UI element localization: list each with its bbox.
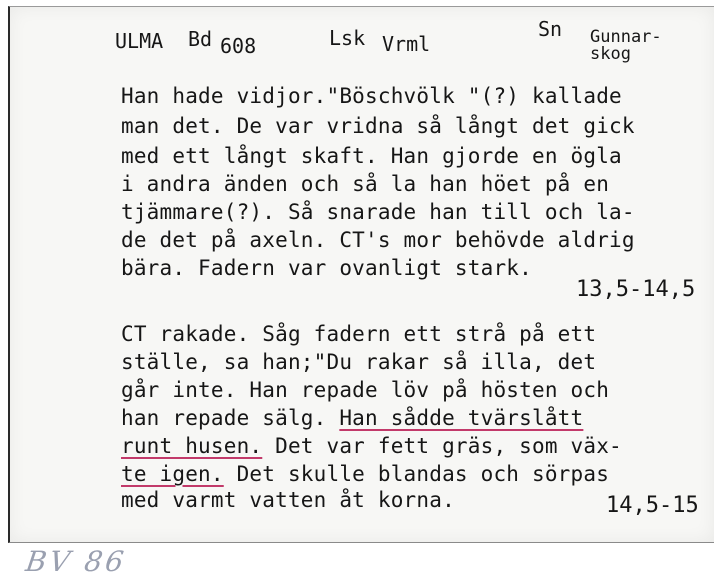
bd-label: Bd bbox=[188, 27, 213, 51]
text-line: går inte. Han repade löv på hösten och bbox=[121, 378, 610, 402]
sn-value-line1: Gunnar- bbox=[590, 27, 662, 47]
text-line: man det. De var vridna så långt det gick bbox=[121, 114, 635, 138]
lsk-value: Vrml bbox=[382, 32, 431, 56]
text-line: bära. Fadern var ovanligt stark. bbox=[121, 256, 532, 280]
text-line: tjämmare(?). Så snarade han till och la- bbox=[121, 200, 635, 224]
text-line: med varmt vatten åt korna. bbox=[121, 488, 455, 512]
page-reference: 13,5-14,5 bbox=[576, 277, 696, 302]
text-line: i andra änden och så la han höet på en bbox=[121, 172, 610, 196]
text-line: med ett långt skaft. Han gjorde en ögla bbox=[121, 144, 622, 168]
lsk-label: Lsk bbox=[329, 26, 366, 50]
bd-number: 608 bbox=[220, 34, 257, 58]
text-line bbox=[121, 434, 622, 458]
sn-label: Sn bbox=[538, 17, 563, 41]
underlined-text: runt husen. bbox=[121, 434, 263, 458]
archive-label: ULMA bbox=[115, 29, 164, 53]
underlined-text: Han sådde tvärslått bbox=[339, 406, 584, 430]
text-line bbox=[121, 406, 583, 430]
text-line bbox=[121, 462, 609, 486]
underlined-text: te igen. bbox=[121, 462, 224, 486]
page-reference: 14,5-15 bbox=[606, 493, 699, 518]
text-line: de det på axeln. CT's mor behövde aldrig bbox=[121, 228, 635, 252]
text-line: CT rakade. Såg fadern ett strå på ett bbox=[121, 322, 597, 346]
text-segment: Det skulle blandas och sörpas bbox=[223, 462, 610, 486]
text-segment: Det var fett gräs, som väx- bbox=[262, 434, 622, 458]
text-line: Han hade vidjor."Böschvölk "(?) kallade bbox=[121, 84, 622, 108]
handwritten-margin-note: BV 86 bbox=[23, 545, 129, 578]
sn-value-line2: skog bbox=[590, 44, 631, 64]
text-segment: han repade sälg. bbox=[121, 406, 340, 430]
text-line: ställe, sa han;"Du rakar så illa, det bbox=[121, 350, 597, 374]
